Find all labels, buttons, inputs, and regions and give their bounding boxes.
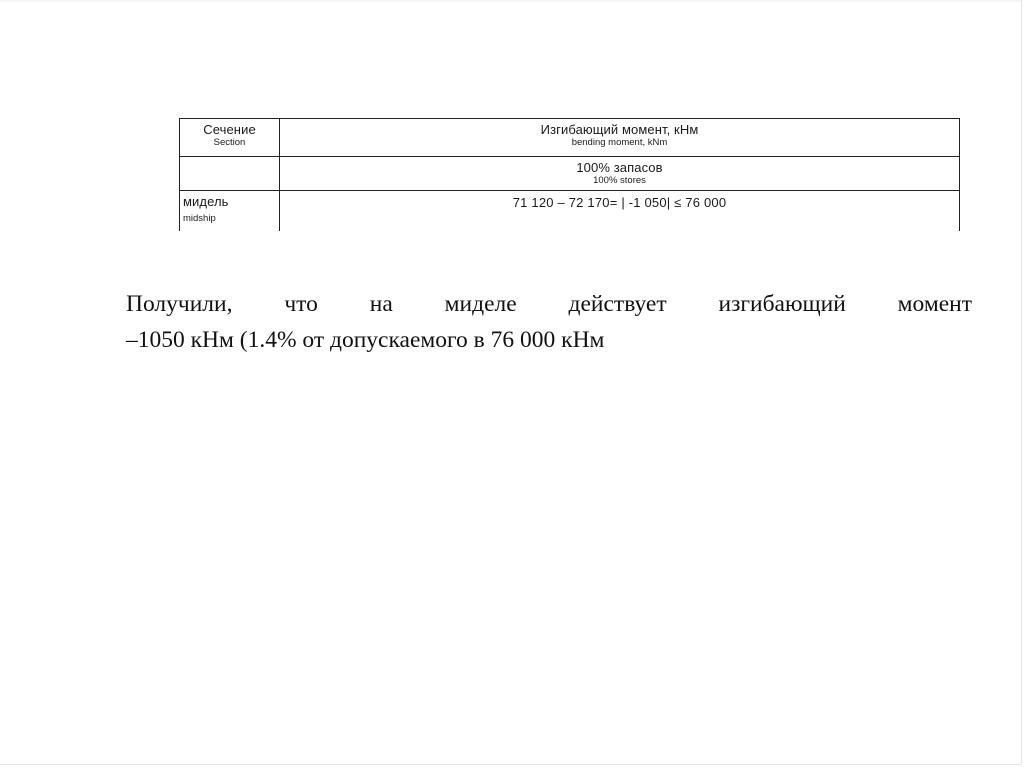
conclusion-line-1: Получили, что на миделе действует изгибающий момент — [126, 291, 972, 317]
table-header-row — [180, 119, 960, 157]
section-header-en: Section — [213, 137, 246, 148]
conclusion-text — [126, 286, 972, 358]
midship-value-cell — [280, 191, 960, 231]
stores-label-ru: 100% запасов — [576, 160, 663, 175]
bending-moment-table — [179, 118, 960, 236]
midship-section-cell — [180, 191, 280, 231]
moment-header-en: bending moment, kNm — [571, 137, 668, 148]
midship-moment-formula: 71 120 – 72 170= | -1 050| ≤ 76 000 — [512, 195, 727, 210]
section-header-cell — [180, 119, 280, 157]
stores-label-cell — [280, 157, 960, 191]
midship-section-en: midship — [183, 213, 216, 224]
midship-row — [180, 191, 960, 231]
section-header-ru: Сечение — [203, 122, 256, 137]
conclusion-line-2: –1050 кНм (1.4% от допускаемого в 76 000 кНм — [126, 327, 605, 353]
midship-section-ru: мидель — [183, 194, 229, 209]
stores-row — [180, 157, 960, 191]
stores-label-en: 100% stores — [593, 175, 646, 186]
moment-header-ru: Изгибающий момент, кНм — [540, 122, 699, 137]
moment-header-cell — [280, 119, 960, 157]
moment-table — [179, 118, 960, 231]
stores-section-cell — [180, 157, 280, 191]
